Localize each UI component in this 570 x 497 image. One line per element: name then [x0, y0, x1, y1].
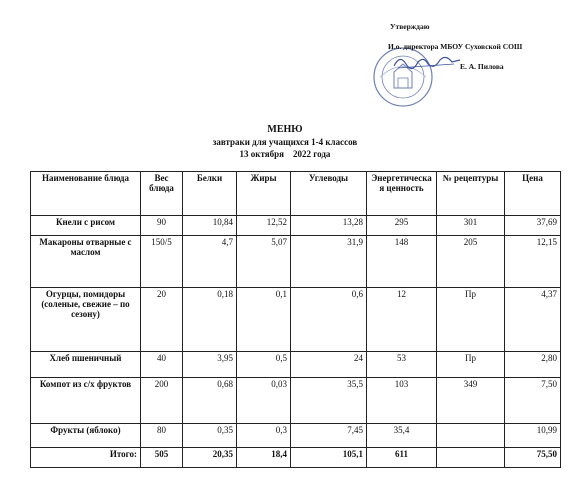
total-row [31, 448, 561, 468]
total-fat: 18,4 [237, 448, 291, 468]
total-carbs: 105,1 [291, 448, 367, 468]
approval-position: И.о. директора МБОУ Суховской СОШ [388, 42, 523, 51]
dish-protein: 0,68 [183, 378, 237, 424]
total-protein: 20,35 [183, 448, 237, 468]
dish-weight: 80 [141, 424, 183, 448]
approval-name: Е. А. Пилова [460, 62, 504, 71]
dish-carbs: 24 [291, 352, 367, 378]
dish-recipe: Пр [437, 352, 505, 378]
dish-fat: 5,07 [237, 236, 291, 288]
dish-name: Огурцы, помидоры (соленые, свежие – по сезону) [31, 288, 141, 352]
dish-carbs: 31,9 [291, 236, 367, 288]
dish-carbs: 13,28 [291, 216, 367, 236]
dish-price: 7,50 [505, 378, 561, 424]
total-label: Итого: [31, 448, 141, 468]
dish-energy: 103 [367, 378, 437, 424]
table-row [31, 216, 561, 236]
dish-price: 4,37 [505, 288, 561, 352]
table-row [31, 424, 561, 448]
dish-protein: 4,7 [183, 236, 237, 288]
dish-weight: 20 [141, 288, 183, 352]
total-weight: 505 [141, 448, 183, 468]
dish-name: Кнели с рисом [31, 216, 141, 236]
col-header-carbs: Углеводы [291, 172, 367, 216]
table-row [31, 288, 561, 352]
signature-icon [392, 52, 462, 72]
dish-price: 10,99 [505, 424, 561, 448]
dish-fat: 0,5 [237, 352, 291, 378]
dish-energy: 35,4 [367, 424, 437, 448]
dish-carbs: 0,6 [291, 288, 367, 352]
dish-fat: 0,3 [237, 424, 291, 448]
table-row [31, 378, 561, 424]
page-title: МЕНЮ [267, 124, 303, 135]
table-row [31, 352, 561, 378]
dish-carbs: 35,5 [291, 378, 367, 424]
dish-weight: 200 [141, 378, 183, 424]
col-header-weight: Вес блюда [141, 172, 183, 216]
menu-table [30, 171, 561, 468]
dish-energy: 295 [367, 216, 437, 236]
dish-weight: 90 [141, 216, 183, 236]
page-subtitle: завтраки для учащихся 1-4 классов [212, 137, 358, 147]
dish-protein: 0,35 [183, 424, 237, 448]
col-header-protein: Белки [183, 172, 237, 216]
approval-block [352, 8, 562, 108]
col-header-price: Цена [505, 172, 561, 216]
dish-name: Фрукты (яблоко) [31, 424, 141, 448]
dish-recipe: 205 [437, 236, 505, 288]
dish-recipe: Пр [437, 288, 505, 352]
dish-recipe: 301 [437, 216, 505, 236]
table-row [31, 236, 561, 288]
dish-fat: 12,52 [237, 216, 291, 236]
dish-name: Компот из с/х фруктов [31, 378, 141, 424]
dish-weight: 150/5 [141, 236, 183, 288]
dish-protein: 10,84 [183, 216, 237, 236]
dish-price: 2,80 [505, 352, 561, 378]
dish-name: Хлеб пшеничный [31, 352, 141, 378]
dish-energy: 12 [367, 288, 437, 352]
dish-energy: 53 [367, 352, 437, 378]
total-recipe [437, 448, 505, 468]
dish-price: 37,69 [505, 216, 561, 236]
dish-energy: 148 [367, 236, 437, 288]
dish-fat: 0,1 [237, 288, 291, 352]
dish-carbs: 7,45 [291, 424, 367, 448]
total-price: 75,50 [505, 448, 561, 468]
col-header-energy: Энергетическая ценность [367, 172, 437, 216]
approval-title: Утверждаю [390, 22, 430, 31]
menu-date: 13 октября 2022 года [239, 149, 331, 159]
col-header-recipe: № рецептуры [437, 172, 505, 216]
dish-price: 12,15 [505, 236, 561, 288]
col-header-name: Наименование блюда [31, 172, 141, 216]
dish-fat: 0,03 [237, 378, 291, 424]
dish-recipe [437, 424, 505, 448]
dish-name: Макароны отварные с маслом [31, 236, 141, 288]
dish-recipe: 349 [437, 378, 505, 424]
col-header-fat: Жиры [237, 172, 291, 216]
dish-protein: 3,95 [183, 352, 237, 378]
dish-weight: 40 [141, 352, 183, 378]
table-header-row [31, 172, 561, 216]
dish-protein: 0,18 [183, 288, 237, 352]
total-energy: 611 [367, 448, 437, 468]
